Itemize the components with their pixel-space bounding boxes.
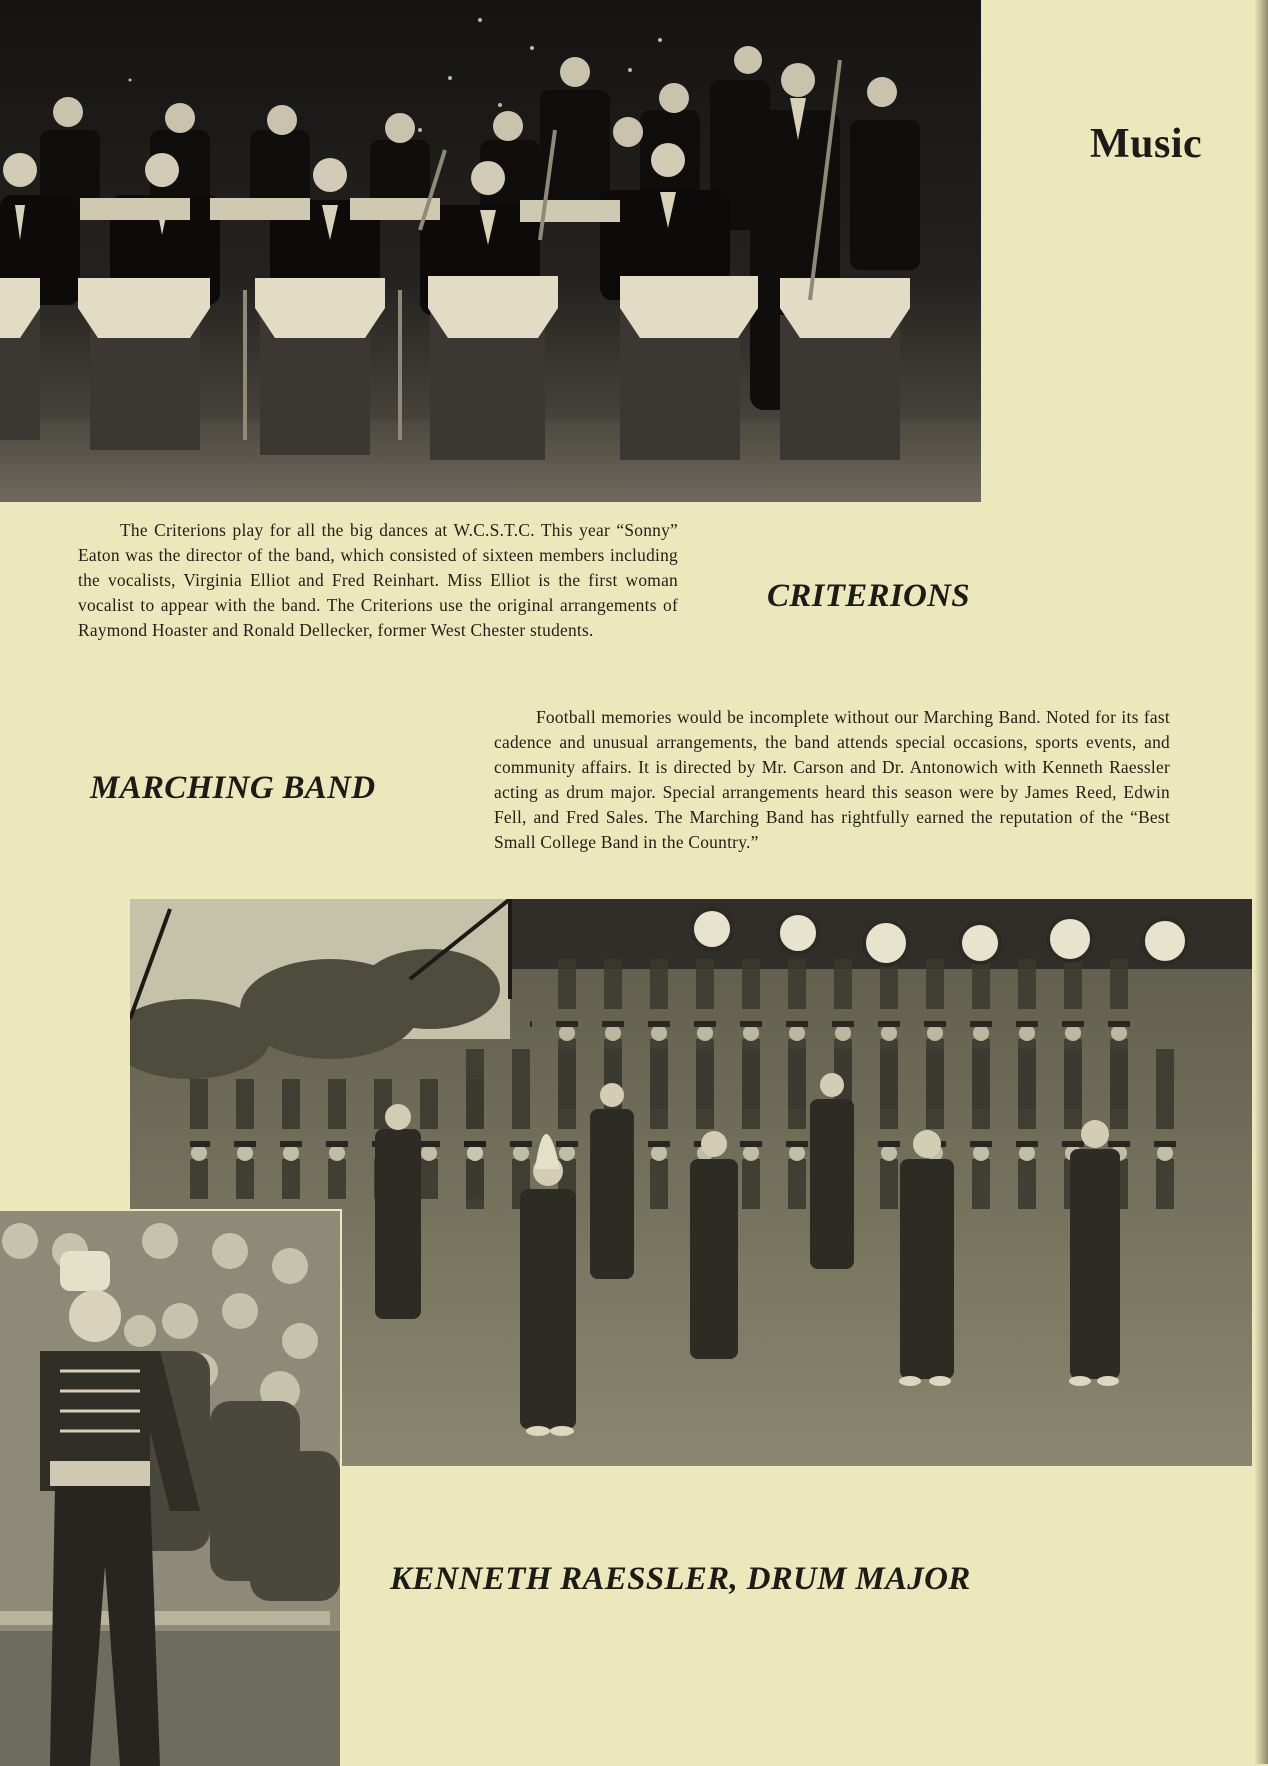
page-edge xyxy=(1254,0,1268,1764)
drum-major-photo xyxy=(0,1209,342,1766)
criterions-band-photo xyxy=(0,0,981,502)
marching-band-title: MARCHING BAND xyxy=(90,770,376,806)
drum-major-photo-art xyxy=(0,1211,340,1766)
page-heading: Music xyxy=(1090,121,1203,167)
criterions-description: The Criterions play for all the big dances at W.C.S.T.C. This year “Sonny” Eaton was the director of the band, which consisted of sixteen members including the vocalists, Virginia Elliot and Fred Reinhart. Miss Elliot is the first woman vocalist to appear with the band. The Criterions use the original arrangements of Raymond Hoaster and Ronald Dellecker, former West Chester students. xyxy=(78,520,678,640)
criterions-photo-art xyxy=(0,0,981,502)
drum-major-caption: KENNETH RAESSLER, DRUM MAJOR xyxy=(390,1561,971,1597)
criterions-title: CRITERIONS xyxy=(767,578,970,614)
marching-band-description: Football memories would be incomplete without our Marching Band. Noted for its fast cadence and unusual arrangements, the band attends special occasions, sports events, and community affairs. It is directed by Mr. Carson and Dr. Antonowich with Kenneth Raessler acting as drum major. Special arrangements heard this season were by James Reed, Edwin Fell, and Fred Sales. The Marching Band has rightfully earned the reputation of the “Best Small College Band in the Country.” xyxy=(494,707,1170,852)
